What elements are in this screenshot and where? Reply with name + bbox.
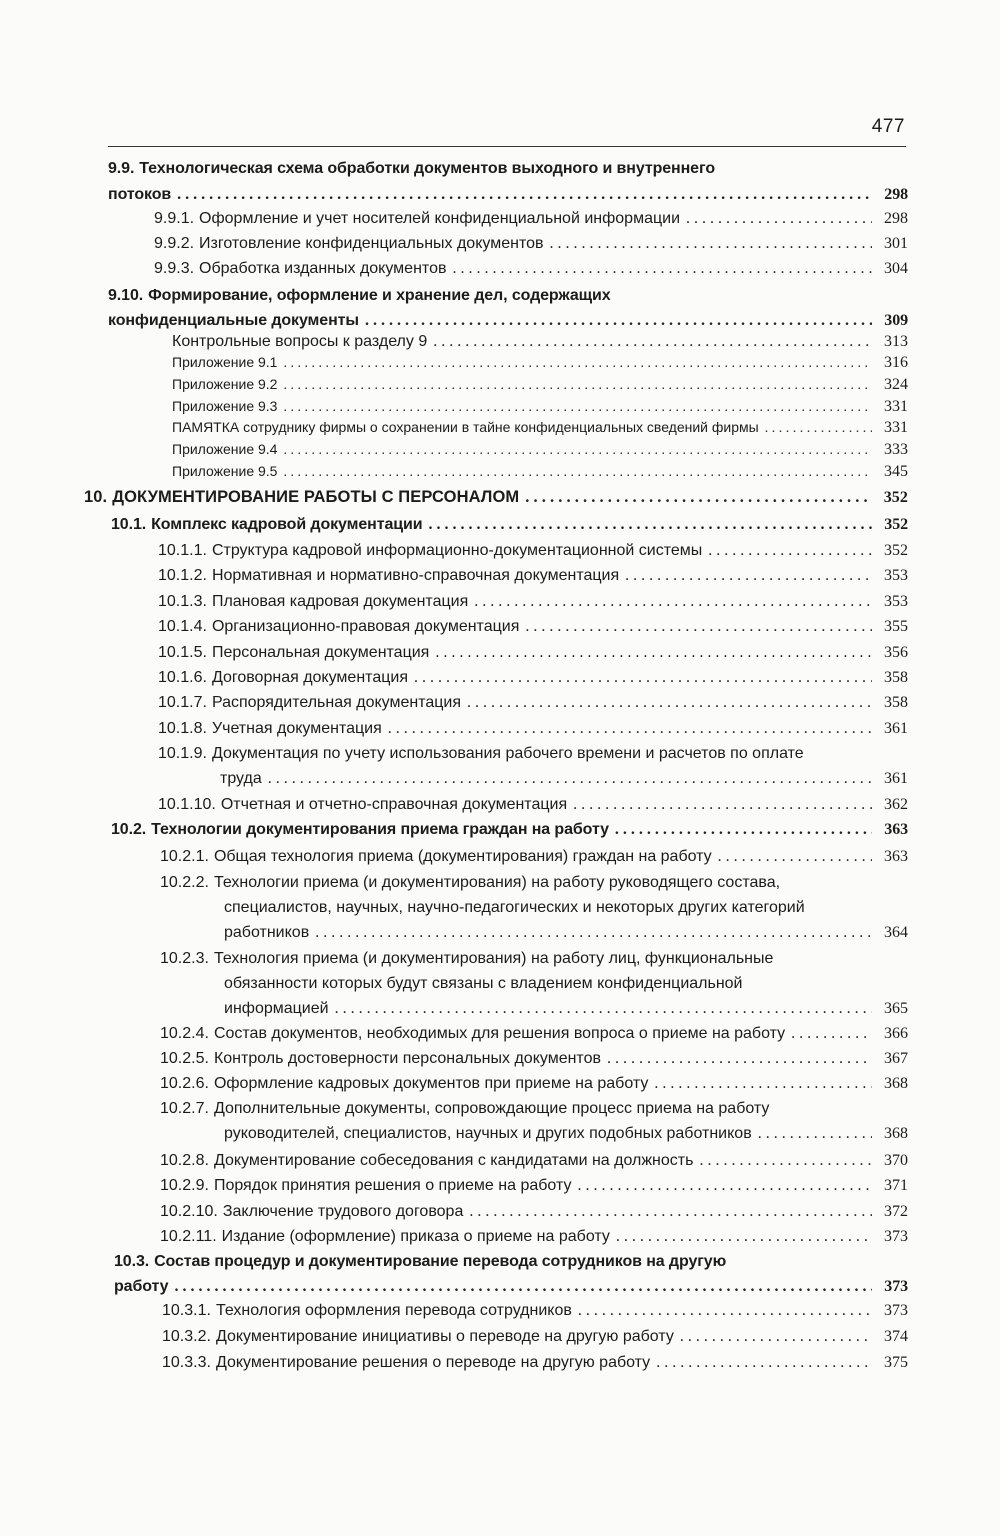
toc-entry-number: 10.1. xyxy=(111,516,147,533)
dot-leader xyxy=(758,1125,872,1143)
toc-entry-title: Состав процедур и документирование перевода сотрудников на другую xyxy=(154,1253,727,1270)
toc-entry-title: Документация по учету использования рабочего времени и расчетов по оплате xyxy=(211,745,804,762)
toc-entry-title: информацией xyxy=(224,1000,329,1017)
toc-entry-title: Общая технология приема (документирования) граждан на работу xyxy=(213,848,712,865)
toc-entry-number: 10.1.10. xyxy=(158,796,216,813)
toc-entry-title: работу xyxy=(114,1278,169,1295)
toc-entry-title: конфиденциальные документы xyxy=(108,312,359,329)
toc-entry-page: 324 xyxy=(884,376,908,393)
toc-entry-page: 365 xyxy=(884,1000,908,1017)
toc-entry-number: 10.2.8. xyxy=(160,1152,209,1169)
toc-entry-title: Технология приема (и документирования) на работу лиц, функциональные xyxy=(213,950,774,967)
toc-entry-page: 368 xyxy=(884,1125,908,1142)
toc-entry-number: 10.3.2. xyxy=(162,1328,211,1345)
toc-entry-title: Формирование, оформление и хранение дел, содержащих xyxy=(148,287,611,304)
toc-entry-number: 10.2.6. xyxy=(160,1075,209,1092)
dot-leader xyxy=(686,210,872,228)
toc-entry-page: 298 xyxy=(884,186,908,203)
toc-entry-page: 368 xyxy=(884,1075,908,1092)
dot-leader xyxy=(474,593,872,611)
toc-entry-page: 363 xyxy=(884,821,908,838)
toc-entry-number: 10. xyxy=(84,488,108,506)
toc-entry-title: труда xyxy=(220,770,262,787)
dot-leader xyxy=(625,567,872,585)
dot-leader xyxy=(525,487,872,507)
toc-entry-page: 373 xyxy=(884,1278,908,1295)
toc-entry-title: Организационно-правовая документация xyxy=(211,618,520,635)
page-number: 477 xyxy=(871,116,905,137)
toc-entry-page: 371 xyxy=(884,1177,908,1194)
toc-entry-title: Технологии документирования приема граждан на работу xyxy=(151,821,609,838)
toc-entry-page: 355 xyxy=(884,618,908,635)
toc-entry-title: руководителей, специалистов, научных и других подобных работников xyxy=(224,1125,752,1142)
toc-entry-page: 298 xyxy=(884,210,908,227)
toc-entry-number: 10.2.11. xyxy=(160,1228,217,1245)
toc-entry-number: 10.1.9. xyxy=(158,745,207,762)
toc-entry-title: Технологическая схема обработки документов выходного и внутреннего xyxy=(139,160,716,177)
toc-entry-page: 352 xyxy=(884,516,908,533)
toc-entry-title: Приложение 9.5 xyxy=(172,463,278,479)
dot-leader xyxy=(607,1050,872,1068)
dot-leader xyxy=(414,669,872,687)
toc-entry-title: Документирование собеседования с кандидатами на должность xyxy=(213,1152,694,1169)
toc-entry-title: Приложение 9.3 xyxy=(172,398,278,414)
dot-leader xyxy=(365,312,872,330)
dot-leader xyxy=(283,356,872,372)
toc-entry-page: 333 xyxy=(884,441,908,458)
toc-entry-number: 10.2.10. xyxy=(160,1203,218,1220)
toc-entry-page: 361 xyxy=(884,770,908,787)
toc-entry-title: потоков xyxy=(108,186,172,203)
toc-entry-number: 10.3.3. xyxy=(162,1354,211,1371)
toc-entry-page: 309 xyxy=(884,312,908,329)
toc-entry-title: Приложение 9.1 xyxy=(172,354,278,370)
toc-entry-title: Документирование инициативы о переводе на другую работу xyxy=(215,1328,674,1345)
toc-entry-number: 10.2.5. xyxy=(160,1050,209,1067)
dot-leader xyxy=(765,421,872,437)
toc-entry-page: 352 xyxy=(884,542,908,559)
toc-entry-number: 9.9.3. xyxy=(154,260,195,277)
toc-entry-number: 9.10. xyxy=(108,287,144,304)
toc-entry-page: 353 xyxy=(884,567,908,584)
dot-leader xyxy=(577,1177,872,1195)
dot-leader xyxy=(699,1152,872,1170)
toc-entry-number: 10.2.2. xyxy=(160,874,209,891)
toc-entry-number: 9.9.2. xyxy=(154,235,195,252)
toc-entry-number: 10.1.7. xyxy=(158,694,207,711)
toc-entry-number: 10.2.1. xyxy=(160,848,209,865)
toc-entry-page: 373 xyxy=(884,1302,908,1319)
toc-entry-number: 10.1.8. xyxy=(158,720,207,737)
toc-entry-page: 313 xyxy=(884,333,908,350)
dot-leader xyxy=(177,186,872,204)
toc-entry-page: 353 xyxy=(884,593,908,610)
toc-entry-page: 331 xyxy=(884,398,908,415)
dot-leader xyxy=(680,1328,872,1346)
toc-entry-number: 10.1.3. xyxy=(158,593,207,610)
toc-entry-title: Оформление кадровых документов при приеме на работу xyxy=(213,1075,649,1092)
toc-entry-title: Технология оформления перевода сотрудников xyxy=(215,1302,572,1319)
toc-entry-title: Плановая кадровая документация xyxy=(211,593,469,610)
toc-entry-title: Порядок принятия решения о приеме на работу xyxy=(213,1177,572,1194)
toc-entry-number: 10.2. xyxy=(111,821,147,838)
toc-entry-title: Заключение трудового договора xyxy=(222,1203,464,1220)
toc-entry-page: 358 xyxy=(884,669,908,686)
dot-leader xyxy=(335,1000,872,1018)
toc-entry-number: 10.1.1. xyxy=(158,542,207,559)
dot-leader xyxy=(283,465,872,481)
toc-entry-title: Отчетная и отчетно-справочная документация xyxy=(220,796,568,813)
toc-entry-number: 10.2.4. xyxy=(160,1025,209,1042)
toc-entry-number: 10.2.7. xyxy=(160,1100,209,1117)
dot-leader xyxy=(791,1025,872,1043)
dot-leader xyxy=(578,1302,872,1320)
toc-entry-page: 375 xyxy=(884,1354,908,1371)
toc-entry-number: 10.1.2. xyxy=(158,567,207,584)
toc-entry-page: 356 xyxy=(884,644,908,661)
dot-leader xyxy=(315,924,872,942)
toc-entry-title: Приложение 9.4 xyxy=(172,441,278,457)
dot-leader xyxy=(654,1075,872,1093)
dot-leader xyxy=(388,720,872,738)
toc-entry-number: 9.9. xyxy=(108,160,135,177)
dot-leader xyxy=(549,235,872,253)
dot-leader xyxy=(283,400,872,416)
toc-entry-title: работников xyxy=(224,924,310,941)
toc-entry-page: 367 xyxy=(884,1050,908,1067)
dot-leader xyxy=(467,694,872,712)
toc-entry-title: специалистов, научных, научно-педагогических и некоторых других категорий xyxy=(224,899,805,916)
toc-entry-page: 364 xyxy=(884,924,908,941)
dot-leader xyxy=(718,848,872,866)
toc-entry-number: 10.1.6. xyxy=(158,669,207,686)
toc-entry-title: Оформление и учет носителей конфиденциальной информации xyxy=(199,210,680,227)
dot-leader xyxy=(656,1354,872,1372)
toc-entry-number: 10.3. xyxy=(114,1253,150,1270)
toc-entry-page: 352 xyxy=(883,489,908,506)
toc-entry-page: 372 xyxy=(884,1203,908,1220)
dot-leader xyxy=(283,443,872,459)
toc-entry-title: Состав документов, необходимых для решения вопроса о приеме на работу xyxy=(213,1025,786,1042)
toc-entry-page: 301 xyxy=(884,235,908,252)
toc-entry-title: Приложение 9.2 xyxy=(172,376,278,392)
toc-entry-title: Персональная документация xyxy=(211,644,430,661)
toc-entry-page: 362 xyxy=(884,796,908,813)
dot-leader xyxy=(573,796,872,814)
dot-leader xyxy=(428,516,872,534)
toc-entry-title: ПАМЯТКА сотруднику фирмы о сохранении в тайне конфиденциальных сведений фирмы xyxy=(172,419,759,435)
toc-entry-title: Технологии приема (и документирования) на работу руководящего состава, xyxy=(213,874,781,891)
dot-leader xyxy=(525,618,872,636)
toc-entry-page: 373 xyxy=(884,1228,908,1245)
header-rule xyxy=(108,146,906,147)
toc-entry-title: Договорная документация xyxy=(211,669,408,686)
toc-entry-title: Изготовление конфиденциальных документов xyxy=(199,235,544,252)
toc-entry-number: 10.1.5. xyxy=(158,644,207,661)
toc-entry-page: 358 xyxy=(884,694,908,711)
toc-entry-page: 345 xyxy=(884,463,908,480)
toc-entry-number: 10.2.3. xyxy=(160,950,209,967)
toc-entry-number: 10.1.4. xyxy=(158,618,207,635)
dot-leader xyxy=(469,1203,872,1221)
toc-entry-page: 361 xyxy=(884,720,908,737)
toc-entry-page: 370 xyxy=(884,1152,908,1169)
toc-entry-title: Издание (оформление) приказа о приеме на работу xyxy=(221,1228,610,1245)
dot-leader xyxy=(283,378,872,394)
toc-entry-page: 366 xyxy=(884,1025,908,1042)
dot-leader xyxy=(708,542,872,560)
toc-entry-title: Контроль достоверности персональных документов xyxy=(213,1050,601,1067)
toc-entry-page: 363 xyxy=(884,848,908,865)
dot-leader xyxy=(615,821,872,839)
dot-leader xyxy=(452,260,872,278)
toc-entry-title: Обработка изданных документов xyxy=(199,260,447,277)
toc-entry-title: Документирование решения о переводе на другую работу xyxy=(215,1354,651,1371)
dot-leader xyxy=(174,1278,872,1296)
toc-entry-page: 304 xyxy=(884,260,908,277)
toc-entry-number: 9.9.1. xyxy=(154,210,195,227)
toc-entry-page: 316 xyxy=(884,354,908,371)
toc-entry-title: Контрольные вопросы к разделу 9 xyxy=(172,333,428,350)
toc-entry-title: Комплекс кадровой документации xyxy=(151,516,423,533)
dot-leader xyxy=(268,770,872,788)
toc-entry-title: Распорядительная документация xyxy=(211,694,462,711)
toc-entry-number: 10.3.1. xyxy=(162,1302,211,1319)
toc-entry-title: обязанности которых будут связаны с владением конфиденциальной xyxy=(224,975,743,992)
toc-entry-number: 10.2.9. xyxy=(160,1177,209,1194)
toc-entry-page: 374 xyxy=(884,1328,908,1345)
toc-entry-title: Дополнительные документы, сопровождающие процесс приема на работу xyxy=(213,1100,770,1117)
toc-entry-title: Нормативная и нормативно-справочная документация xyxy=(211,567,620,584)
toc-entry-title: ДОКУМЕНТИРОВАНИЕ РАБОТЫ С ПЕРСОНАЛОМ xyxy=(112,488,520,506)
toc-entry-title: Учетная документация xyxy=(211,720,382,737)
toc-entry-title: Структура кадровой информационно-документационной системы xyxy=(211,542,703,559)
dot-leader xyxy=(435,644,872,662)
dot-leader xyxy=(433,333,872,351)
toc-entry-page: 331 xyxy=(884,419,908,436)
dot-leader xyxy=(616,1228,872,1246)
